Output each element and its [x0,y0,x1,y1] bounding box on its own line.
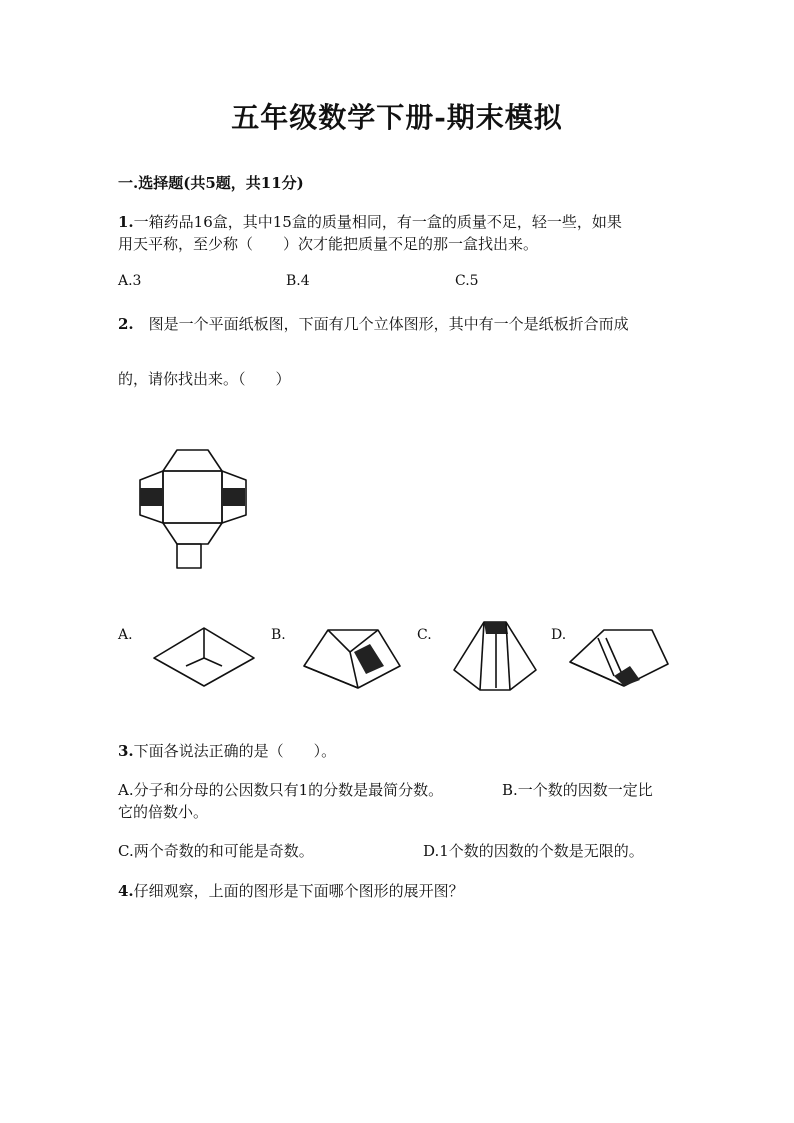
question-2-option-d: D. [551,627,567,643]
question-1-line-1: 一箱药品16盒，其中15盒的质量相同，有一盒的质量不足，轻一些，如果 [133,213,622,231]
option-c-figure [450,612,540,694]
question-4-stem: 仔细观察，上面的图形是下面哪个图形的展开图？ [133,882,464,900]
question-2-line-1: 图是一个平面纸板图，下面有几个立体图形，其中有一个是纸板折合而成 [133,315,629,333]
question-2-option-b: B. [271,627,286,643]
section-heading: 一.选择题(共5题，共11分) [118,174,304,192]
question-2-line-2: 的，请你找出来。（ ） [118,370,291,388]
question-2-number: 2. [118,315,134,333]
question-3-option-d: D.1个数的因数的个数是无限的。 [423,842,644,860]
question-3-number: 3. [118,742,134,760]
paper-net-figure [130,440,260,575]
question-3-stem: 下面各说法正确的是（ ）。 [133,742,337,760]
question-4 [118,878,464,904]
question-1-option-b: B.4 [286,273,310,289]
question-2-option-c: C. [417,627,432,643]
option-a-figure [152,622,256,690]
question-3-option-a: A.分子和分母的公因数只有1的分数是最简分数。 [118,781,444,799]
question-1-line-2: 用天平称，至少称（ ）次才能把质量不足的那一盒找出来。 [118,235,539,253]
question-3-option-b-line-2: 它的倍数小。 [118,803,209,821]
option-b-figure [300,622,404,692]
option-d-figure [568,624,672,690]
question-3 [118,738,336,764]
question-2 [118,311,629,337]
question-3-option-b-line-1: B.一个数的因数一定比 [502,781,653,799]
page-title: 五年级数学下册-期末模拟 [231,101,563,134]
question-1-option-c: C.5 [455,273,479,289]
question-1-number: 1. [118,213,134,231]
question-1-option-a: A.3 [118,273,142,289]
question-4-number: 4. [118,882,134,900]
question-3-option-c: C.两个奇数的和可能是奇数。 [118,842,314,860]
question-2-option-a: A. [118,627,133,643]
